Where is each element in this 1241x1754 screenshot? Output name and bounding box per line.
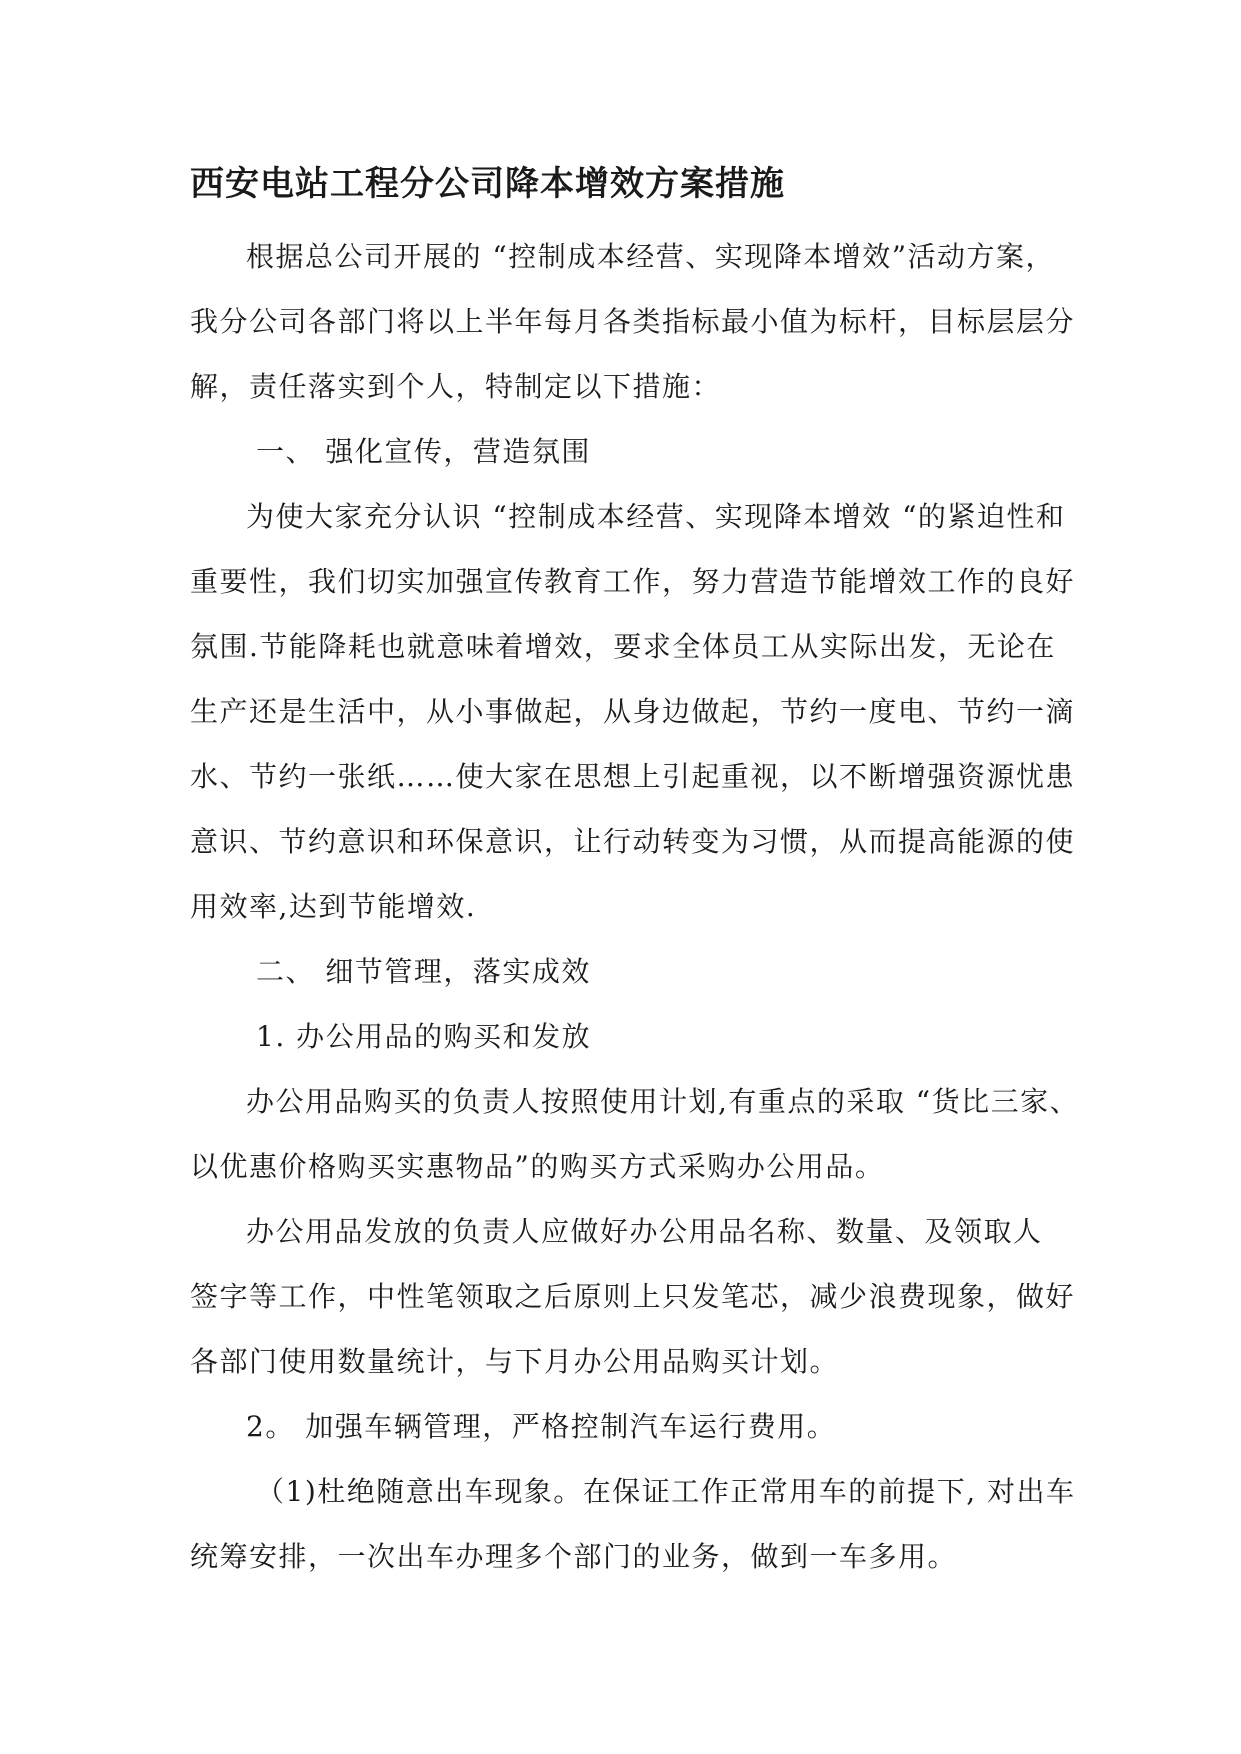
- paragraph-line: 为使大家充分认识 “控制成本经营、实现降本增效 “的紧迫性和: [246, 500, 1066, 533]
- paragraph-line: 解，责任落实到个人，特制定以下措施：: [190, 370, 722, 403]
- paragraph-line: 办公用品购买的负责人按照使用计划,有重点的采取 “货比三家、: [246, 1085, 1080, 1118]
- paragraph-line: 意识、节约意识和环保意识，让行动转变为习惯，从而提高能源的使: [190, 825, 1076, 858]
- paragraph-line: 重要性，我们切实加强宣传教育工作，努力营造节能增效工作的良好: [190, 565, 1076, 598]
- paragraph-line: 以优惠价格购买实惠物品”的购买方式采购办公用品。: [190, 1150, 885, 1183]
- paragraph-line: 氛围.节能降耗也就意味着增效，要求全体员工从实际出发，无论在: [190, 630, 1056, 663]
- paragraph-line: 办公用品发放的负责人应做好办公用品名称、数量、及领取人: [246, 1215, 1043, 1248]
- section-heading: 二、 细节管理，落实成效: [256, 955, 591, 988]
- paragraph-line: 用效率,达到节能增效.: [190, 890, 477, 923]
- section-heading: 一、 强化宣传，营造氛围: [256, 435, 591, 468]
- document-title: 西安电站工程分公司降本增效方案措施: [190, 164, 785, 204]
- paragraph-line: 各部门使用数量统计，与下月办公用品购买计划。: [190, 1345, 840, 1378]
- paragraph-line: 根据总公司开展的 “控制成本经营、实现降本增效”活动方案，: [246, 240, 1056, 273]
- paragraph-line: 生产还是生活中，从小事做起，从身边做起，节约一度电、节约一滴: [190, 695, 1076, 728]
- paragraph-line: 签字等工作，中性笔领取之后原则上只发笔芯，减少浪费现象，做好: [190, 1280, 1076, 1313]
- paragraph-line: 统筹安排，一次出车办理多个部门的业务，做到一车多用。: [190, 1540, 958, 1573]
- paragraph-line: 水、节约一张纸……使大家在思想上引起重视，以不断增强资源忧患: [190, 760, 1076, 793]
- subsection-heading: 1. 办公用品的购买和发放: [256, 1020, 592, 1053]
- subsection-heading: 2。 加强车辆管理，严格控制汽车运行费用。: [246, 1410, 837, 1443]
- document-body: [190, 224, 1080, 1589]
- paragraph-line: （1)杜绝随意出车现象。在保证工作正常用车的前提下, 对出车: [256, 1475, 1076, 1508]
- paragraph-line: 我分公司各部门将以上半年每月各类指标最小值为标杆，目标层层分: [190, 305, 1076, 338]
